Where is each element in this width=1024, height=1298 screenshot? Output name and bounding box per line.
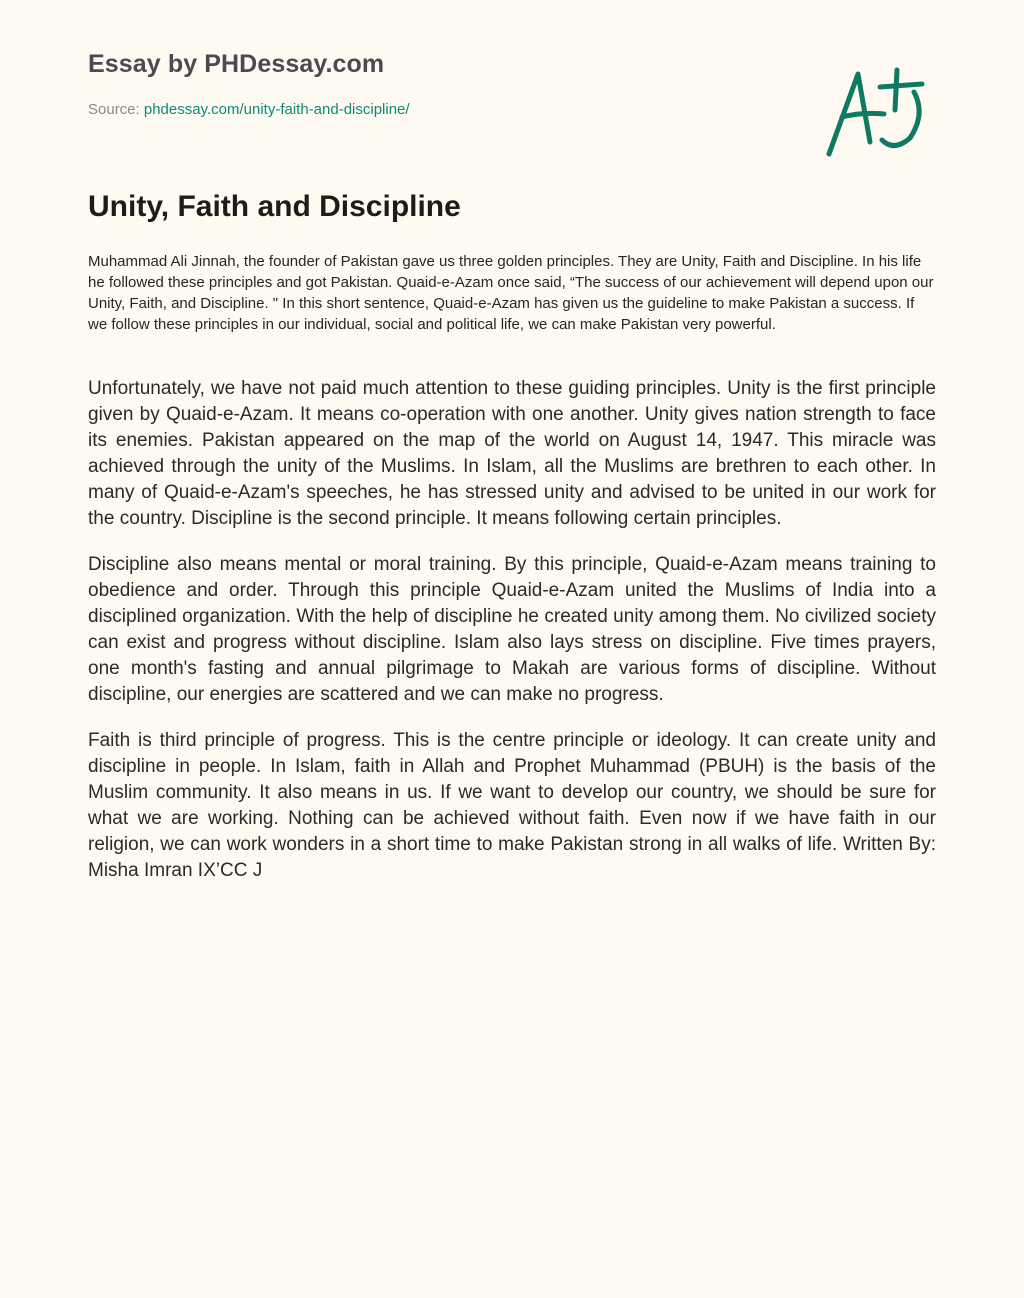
body-paragraph: Faith is third principle of progress. This is the centre principle or ideology. It can create unity and discipline in people. In Islam, faith in Allah and Prophet Muhammad (PBUH) is the basis of the Muslim community. It also means in us. If we want to develop our country, we should be sure for what we are working. Nothing can be achieved without faith. Even now if we have faith in our religion, we can work wonders in a short time to make Pakistan strong in all walks of life. Written By: Misha Imran IX’CC J	[88, 730, 936, 881]
source-link[interactable]: phdessay.com/unity-faith-and-discipline/	[143, 101, 410, 118]
essay-body	[88, 376, 936, 904]
site-title: Essay by PHDessay.com	[88, 50, 385, 78]
essay-title: Unity, Faith and Discipline	[88, 190, 461, 223]
source-label: Source:	[88, 101, 144, 118]
intro-paragraph: Muhammad Ali Jinnah, the founder of Pakistan gave us three golden principles. They are Unity, Faith and Discipline. In his life he followed these principles and got Pakistan. Quaid-e-Azam once said, “The success of our achievement will depend upon our Unity, Faith, and Discipline. " In this short sentence, Quaid-e-Azam has given us the guideline to make Pakistan a success. If we follow these principles in our individual, social and political life, we can make Pakistan very powerful.	[88, 253, 934, 333]
body-paragraph: Unfortunately, we have not paid much attention to these guiding principles. Unity is the first principle given by Quaid-e-Azam. It means co-operation with one another. Unity gives nation strength to face its enemies. Pakistan appeared on the map of the world on August 14, 1947. This miracle was achieved through the unity of the Muslims. In Islam, all the Muslims are brethren to each other. In many of Quaid-e-Azam's speeches, he has stressed unity and advised to be united in our work for the country. Discipline is the second principle. It means following certain principles.	[88, 378, 936, 529]
source-line	[88, 101, 410, 118]
body-paragraph: Discipline also means mental or moral training. By this principle, Quaid-e-Azam means training to obedience and order. Through this principle Quaid-e-Azam united the Muslims of India into a disciplined organization. With the help of discipline he created unity among them. No civilized society can exist and progress without discipline. Islam also lays stress on discipline. Five times prayers, one month's fasting and annual pilgrimage to Makah are various forms of discipline. Without discipline, our energies are scattered and we can make no progress.	[88, 554, 936, 705]
a-plus-grade-icon	[822, 62, 932, 162]
